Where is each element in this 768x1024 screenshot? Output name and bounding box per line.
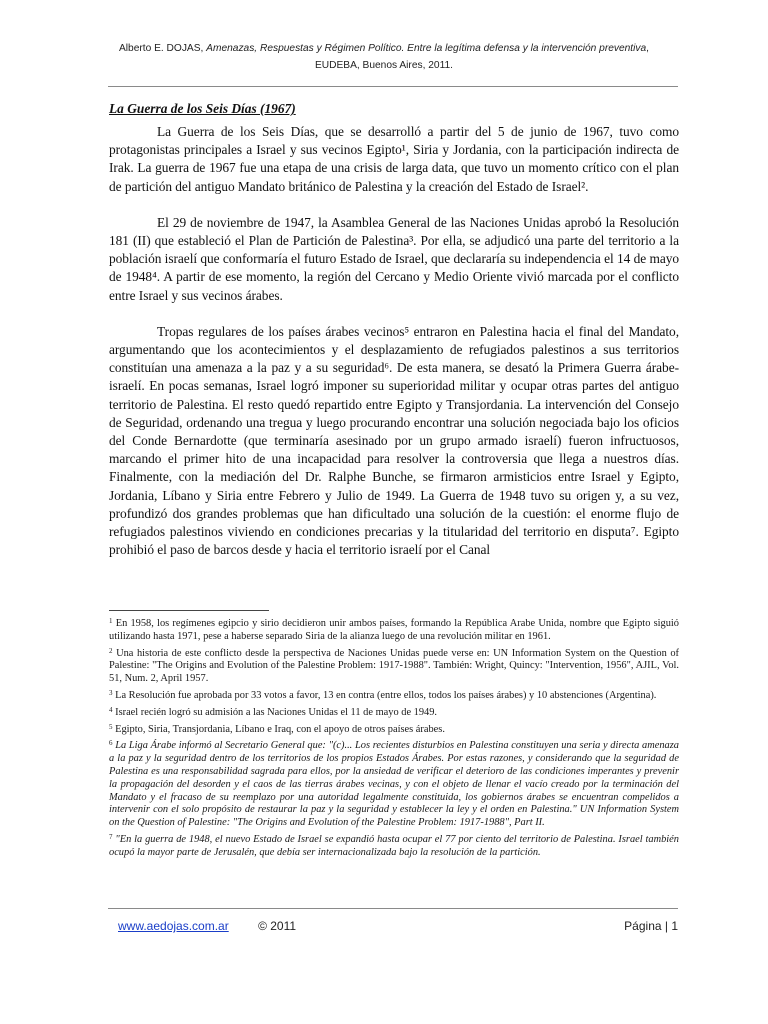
- footnote-1: [109, 615, 679, 644]
- header-line-2: EUDEBA, Buenos Aires, 2011.: [315, 60, 453, 71]
- header-line-1: [40, 40, 728, 57]
- footer-divider: [108, 908, 678, 909]
- footnote-number: 6: [109, 739, 113, 748]
- page-footer: [118, 919, 678, 933]
- footnote-text: Egipto, Siria, Transjordania, Líbano e Iraq, con el apoyo de otros países árabes.: [115, 723, 445, 735]
- header-author: Alberto E. DOJAS,: [118, 43, 207, 54]
- footnote-5: [109, 721, 679, 737]
- footnote-number: 7: [109, 832, 113, 841]
- footnote-number: 3: [109, 688, 113, 697]
- footnote-number: 2: [109, 646, 113, 655]
- header-book-title: Amenazas, Respuestas y Régimen Político. Entre la legítima defensa y la intervención preventiva: [206, 43, 647, 54]
- footnote-2: [109, 645, 679, 686]
- header-punct: ,: [646, 43, 650, 54]
- copyright-notice: © 2011: [258, 919, 297, 933]
- footnote-6: [109, 737, 679, 830]
- website-link[interactable]: www.aedojas.com.ar: [118, 919, 229, 933]
- footnote-separator: [109, 610, 269, 611]
- footnote-number: 1: [109, 617, 113, 625]
- footnote-text: Una historia de este conflicto desde la perspectiva de Naciones Unidas puede verse en: UN Information System on the Question of Palestine: "The Origins and Evolution of the Palestine Problem: 1917-1988". También: Wright, Quincy: "Intervention, 1956", AJIL, Vol. 51, Num. 2, April 1957.: [109, 647, 679, 685]
- footnote-number: 5: [109, 722, 113, 731]
- page-header: [40, 40, 728, 74]
- footnote-text: En 1958, los regímenes egipcio y sirio decidieron unir ambos países, formando la República Arabe Unida, nombre que Egipto siguió utilizando hasta 1971, pese a haberse separado Siria de la alianza luego de una revolución militar en 1961.: [109, 618, 680, 642]
- footnote-text: La Resolución fue aprobada por 33 votos a favor, 13 en contra (entre ellos, todos los países árabes) y 10 abstenciones (Argentina).: [115, 689, 657, 701]
- main-content: [109, 100, 679, 559]
- footnote-text: Israel recién logró su admisión a las Naciones Unidas el 11 de mayo de 1949.: [115, 706, 438, 718]
- footnotes: [109, 615, 679, 861]
- section-title: La Guerra de los Seis Días (1967): [109, 101, 296, 116]
- footnote-text: La Liga Árabe informó al Secretario General que: "(c)... Los recientes disturbios en Palestina constituyen una seria y directa amenaza a la paz y la seguridad dentro de los territorios de los propios Estados Árabes. Por estas razones, y considerando que la seguridad de Palestina es una responsabilidad sagrada para ellos, por la ansiedad de verificar el deterioro de las condiciones imperantes y prevenir la propagación del desorden y el caos de las tierras árabes vecinas, y con el objeto de llenar el vacío creado por la terminación del Mandato y el fracaso de su reemplazo por una autoridad legalmente constituida, los gobiernos árabes se encuentran compelidos a intervenir con el solo propósito de restaurar la paz y la seguridad y establecer la ley y el orden en Palestina." UN Information System on the Question of Palestine: "The Origins and Evolution of the Palestine Problem: 1917-1988", Part II.: [109, 740, 679, 829]
- paragraph-3: Tropas regulares de los países árabes vecinos⁵ entraron en Palestina hacia el final del Mandato, argumentando que los acontecimientos y el desplazamiento de refugiados palestinos a sus territorios constituían una amenaza a la paz y a su seguridad⁶. De esta manera, se desató la Primera Guerra árabe-israelí. En pocas semanas, Israel logró imponer su superioridad militar y ocupar otras partes del antiguo territorio de Palestina. El resto quedó repartido entre Egipto y Transjordania. La intervención del Consejo de Seguridad, ordenando una tregua y luego procurando encontrar una solución negociada bajo los oficios del Conde Bernardotte (que terminaría asesinado por un grupo armado israelí) fueron infructuosos, marcando el primer hito de una incapacidad para resolver la controversia que llega a nuestros días. Finalmente, con la mediación del Dr. Ralphe Bunche, se firmaron armisticios entre Israel y Egipto, Jordania, Líbano y Siria entre Febrero y Julio de 1949. La Guerra de 1948 tuvo su origen y, a su vez, profundizó dos grandes problemas que han dificultado una solución de la cuestión: el enorme flujo de refugiados palestinos viviendo en condiciones precarias y la titularidad del territorio en disputa⁷. Egipto prohibió el paso de barcos desde y hacia el territorio israelí por el Canal: [109, 323, 679, 558]
- paragraph-1: La Guerra de los Seis Días, que se desarrolló a partir del 5 de junio de 1967, tuvo como protagonistas principales a Israel y sus vecinos Egipto¹, Siria y Jordania, con la participación indirecta de Irak. La guerra de 1967 fue una etapa de una crisis de larga data, que tuvo un momento crítico con el plan de partición del antiguo Mandato británico de Palestina y la creación del Estado de Israel².: [109, 124, 679, 194]
- footnote-number: 4: [109, 705, 113, 714]
- footnote-3: [109, 687, 679, 703]
- paragraph-2: El 29 de noviembre de 1947, la Asamblea General de las Naciones Unidas aprobó la Resolución 181 (II) que estableció el Plan de Partición de Palestina³. Por ella, se adjudicó una parte del territorio a la población israelí que conformaría el futuro Estado de Israel, que declararía su independencia el 14 de mayo de 1948⁴. A partir de ese momento, la región del Cercano y Medio Oriente vivió marcada por el conflicto entre Israel y sus vecinos árabes.: [109, 214, 679, 303]
- footnote-text: "En la guerra de 1948, el nuevo Estado de Israel se expandió hasta ocupar el 77 por ciento del territorio de Palestina. Israel también ocupó la mayor parte de Jerusalén, que debía ser internacionalizada bajo la resolución de la partición.: [109, 833, 679, 858]
- footnote-7: [109, 831, 679, 860]
- header-divider: [108, 86, 678, 87]
- page-number: Página | 1: [624, 919, 678, 933]
- footnote-4: [109, 704, 679, 720]
